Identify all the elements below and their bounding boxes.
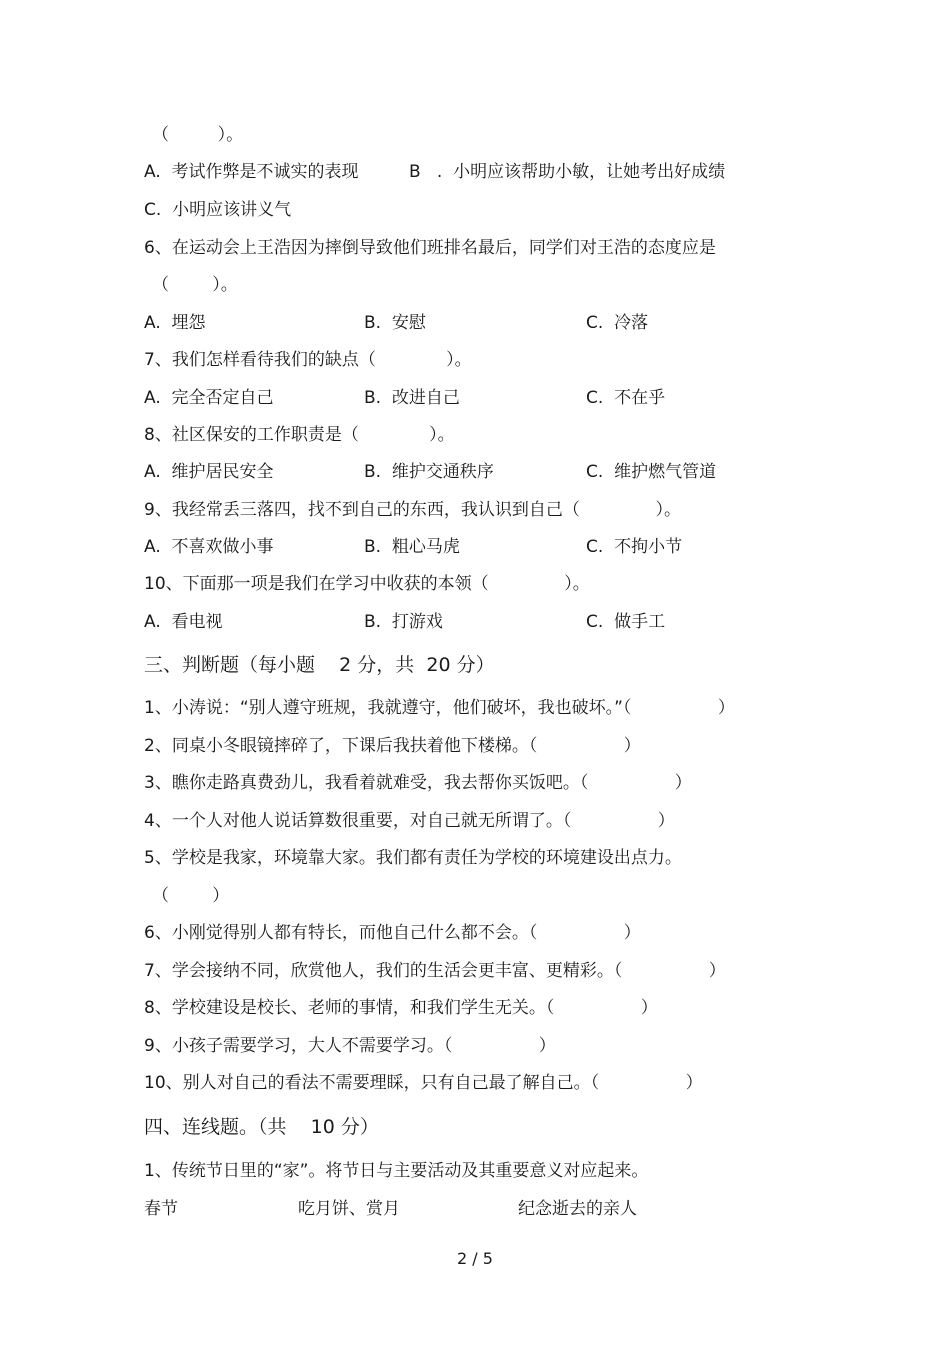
judge-item-2: 2、同桌小冬眼镜摔碎了，下课后我扶着他下楼梯。（ ） [144,736,641,756]
q6-option-c: C. 冷落 [586,313,649,333]
match-festival: 春节 [144,1199,178,1219]
q7-option-a: A. 完全否定自己 [144,388,274,408]
q10-option-b: B. 打游戏 [364,612,443,632]
judge-item-9: 9、小孩子需要学习，大人不需要学习。（ ） [144,1036,556,1056]
q5-option-a: A. 考试作弊是不诚实的表现 [144,162,359,182]
q6-option-b: B. 安慰 [364,313,426,333]
q7-text: 7、我们怎样看待我们的缺点（ ）。 [144,350,472,370]
q10-text: 10、下面那一项是我们在学习中收获的本领（ ）。 [144,574,590,594]
judge-item-7: 7、学会接纳不同，欣赏他人，我们的生活会更丰富、更精彩。（ ） [144,961,726,981]
q8-option-c: C. 维护燃气管道 [586,462,717,482]
q9-text: 9、我经常丢三落四，找不到自己的东西，我认识到自己（ ）。 [144,500,681,520]
q5-answer-blank: （ ）。 [152,125,244,145]
q6-answer-blank: （ ）。 [152,275,238,295]
q9-option-b: B. 粗心马虎 [364,537,460,557]
judge-item-5-blank: （ ） [152,886,230,906]
section4-title: 四、连线题。（共 10 分） [144,1116,379,1138]
judge-item-8: 8、学校建设是校长、老师的事情，和我们学生无关。（ ） [144,998,658,1018]
q5-option-c: C. 小明应该讲义气 [144,200,292,220]
q10-option-c: C. 做手工 [586,612,666,632]
q6-text: 6、在运动会上王浩因为摔倒导致他们班排名最后，同学们对王浩的态度应是 [144,238,716,258]
q6-option-a: A. 埋怨 [144,313,206,333]
q9-option-a: A. 不喜欢做小事 [144,537,274,557]
q9-option-c: C. 不拘小节 [586,537,683,557]
judge-item-4: 4、一个人对他人说话算数很重要，对自己就无所谓了。（ ） [144,811,675,831]
judge-item-6: 6、小刚觉得别人都有特长，而他自己什么都不会。（ ） [144,923,641,943]
page-number: 2 / 5 [457,1249,493,1268]
q7-option-c: C. 不在乎 [586,388,666,408]
match-meaning: 纪念逝去的亲人 [518,1199,637,1219]
q8-option-a: A. 维护居民安全 [144,462,274,482]
q7-option-b: B. 改进自己 [364,388,460,408]
match-question-1: 1、传统节日里的“家”。将节日与主要活动及其重要意义对应起来。 [144,1161,649,1181]
q8-option-b: B. 维护交通秩序 [364,462,494,482]
q8-text: 8、社区保安的工作职责是（ ）。 [144,425,455,445]
match-activity: 吃月饼、赏月 [298,1199,400,1219]
judge-item-1: 1、小涛说：“别人遵守班规，我就遵守，他们破坏，我也破坏。”（ ） [144,698,735,718]
q5-option-b: B . 小明应该帮助小敏，让她考出好成绩 [409,162,726,182]
judge-item-3: 3、瞧你走路真费劲儿，我看着就难受，我去帮你买饭吧。（ ） [144,773,692,793]
section3-title: 三、判断题（每小题 2 分，共 20 分） [144,654,495,676]
judge-item-5: 5、学校是我家，环境靠大家。我们都有责任为学校的环境建设出点力。 [144,848,682,868]
judge-item-10: 10、别人对自己的看法不需要理睬，只有自己最了解自己。（ ） [144,1073,703,1093]
q10-option-a: A. 看电视 [144,612,223,632]
